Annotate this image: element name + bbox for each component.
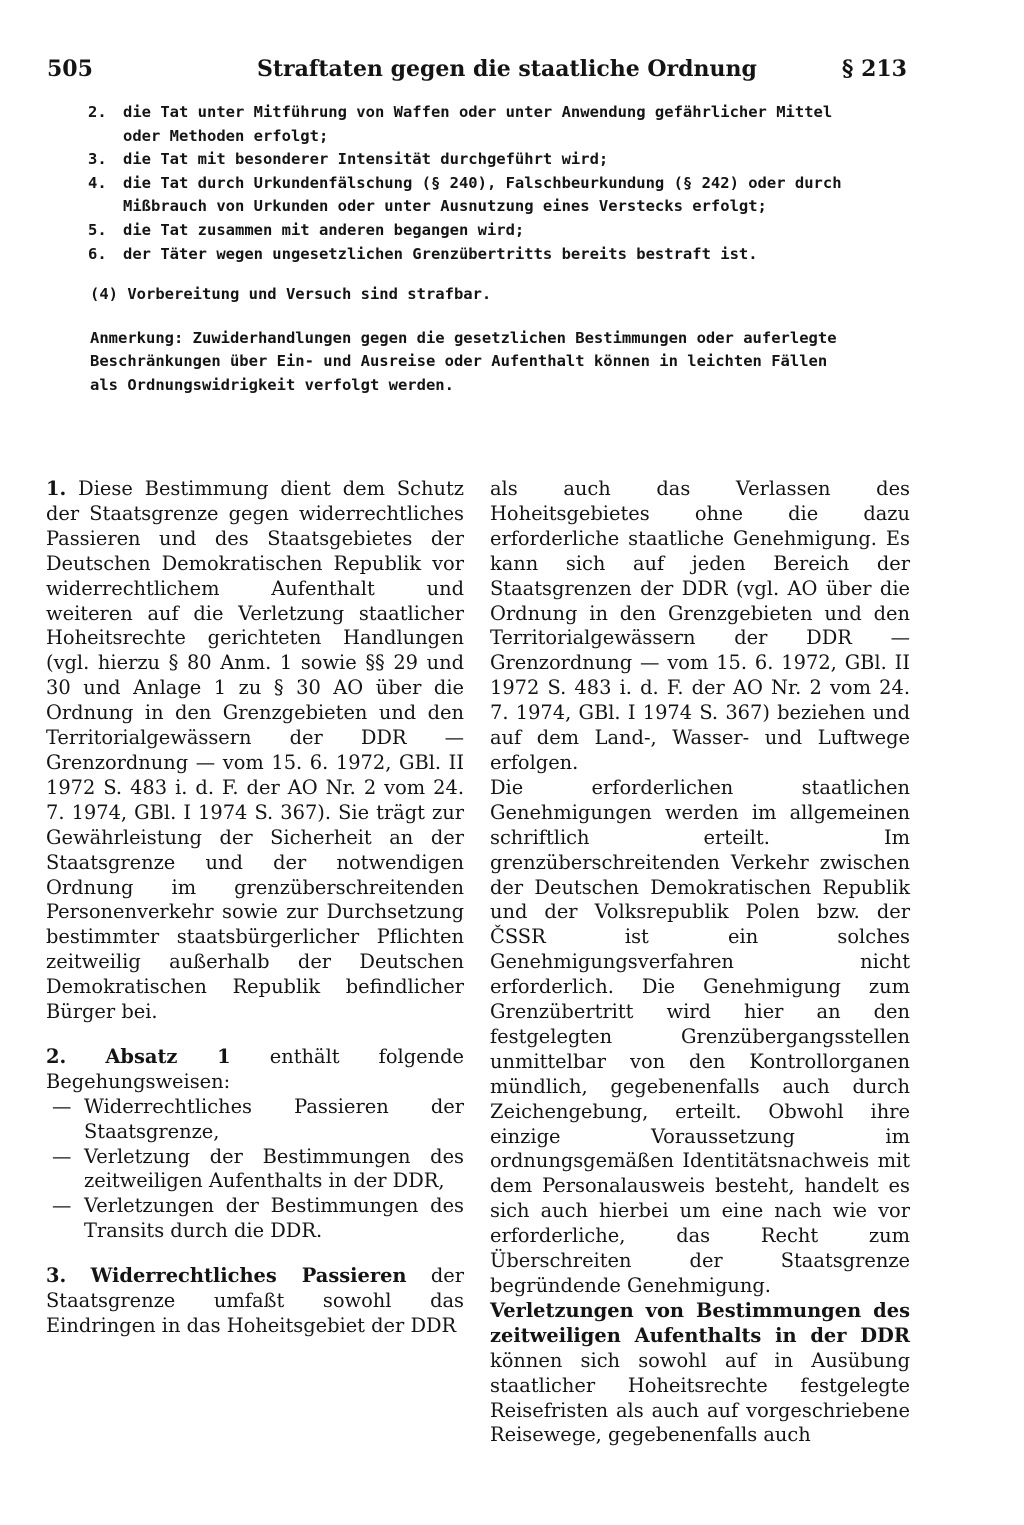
list-item-text: Verletzung der Bestimmungen des zeitweiligen Aufenthalts in der DDR, [84,1144,464,1193]
law-item-number: 5. [88,220,107,239]
page-number: 505 [47,56,93,82]
law-item-text: die Tat zusammen mit anderen begangen wird; [123,220,525,239]
law-item-text: der Täter wegen ungesetzlichen Grenzübertritts bereits bestraft ist. [123,244,758,263]
law-item-number: 6. [88,244,107,263]
law-item-number: 3. [88,150,107,169]
list-item-text: Verletzungen der Bestimmungen des Transits durch die DDR. [84,1194,464,1243]
commentary-paragraph-2 [46,1045,464,1095]
commentary-paragraph-residence [490,1299,910,1448]
paragraph-text: der Staatsgrenze umfaßt sowohl das Eindringen in das Hoheitsgebiet der DDR [46,1264,465,1337]
law-item-text: die Tat durch Urkundenfälschung (§ 240), Falschbeurkundung (§ 242) oder durch Mißbrauch von Urkunden oder unter Ausnutzung eines Verstecks erfolgt; [123,173,842,216]
paragraph-keyword: Verletzungen von Bestimmungen des zeitweiligen Aufenthalts in der DDR [490,1298,910,1347]
law-item-number: 4. [88,173,107,192]
law-paragraph-4: (4) Vorbereitung und Versuch sind strafbar. [90,285,492,304]
law-item [88,101,863,148]
law-item-text: die Tat unter Mitführung von Waffen oder unter Anwendung gefährlicher Mittel oder Methoden erfolgt; [123,103,833,145]
law-item [88,219,863,243]
paragraph-text: enthält folgende Begehungsweisen: [46,1044,465,1093]
dash-marker: — [52,1144,72,1168]
law-item [88,172,863,219]
law-item [88,243,863,267]
commentary-paragraph-1 [46,477,464,1025]
law-item-text: die Tat mit besonderer Intensität durchgeführt wird; [123,150,609,169]
law-item-number: 2. [88,103,107,121]
commentary-continuation: als auch das Verlassen des Hoheitsgebietes ohne die dazu erforderliche staatliche Genehmigung. Es kann sich auf jeden Bereich der Staatsgrenzen der DDR (vgl. AO über die Ordnung in den Grenzgebieten und den Territorialgewässern der DDR — Grenzordnung — vom 15. 6. 1972, GBl. II 1972 S. 483 i. d. F. der AO Nr. 2 vom 24. 7. 1974, GBl. I 1974 S. 367) beziehen und auf dem Land-, Wasser- und Luftwege erfolgen. [490,477,910,774]
paragraph-number: 3. [46,1264,67,1288]
section-marker: § 213 [841,56,907,82]
paragraph-text: können sich sowohl auf in Ausübung staatlicher Hoheitsrechte festgelegte Reisefristen als auch auf vorgeschriebene Reisewege, gegebenenfalls auch [490,1348,910,1447]
law-item [88,148,863,172]
list-item [46,1194,464,1244]
page-header [47,50,907,90]
running-title: Straftaten gegen die staatliche Ordnung [257,56,757,82]
paragraph-keyword: Widerrechtliches Passieren [90,1264,407,1288]
paragraph-number: 2. [46,1044,67,1068]
commentary-right-column [490,477,910,1448]
paragraph-text: Diese Bestimmung dient dem Schutz der Staatsgrenze gegen widerrechtliches Passieren und des Staatsgebietes der Deutschen Demokratischen Republik vor widerrechtlichem Aufenthalt und weiteren auf die Verletzung staatlicher Hoheitsrechte gerichteten Handlungen (vgl. hierzu § 80 Anm. 1 sowie §§ 29 und 30 und Anlage 1 zu § 30 AO über die Ordnung in den Grenzgebieten und den Territorialgewässern der DDR — Grenzordnung — vom 15. 6. 1972, GBl. II 1972 S. 483 i. d. F. der AO Nr. 2 vom 24. 7. 1974, GBl. I 1974 S. 367). Sie trägt zur Gewährleistung der Sicherheit an der Staatsgrenze und der notwendigen Ordnung im grenzüberschreitenden Personenverkehr sowie zur Durchsetzung bestimmter staatsbürgerlicher Pflichten zeitweilig außerhalb der Deutschen Demokratischen Republik befindlicher Bürger bei. [46,477,464,1024]
commentary-left-column [46,477,464,1339]
list-item-text: Widerrechtliches Passieren der Staatsgrenze, [84,1094,464,1143]
list-item [46,1095,464,1145]
list-item [46,1145,464,1195]
paragraph-number: 1. [46,477,67,500]
dash-marker: — [52,1094,72,1118]
dash-marker: — [52,1194,72,1218]
commentary-paragraph-3 [46,1264,464,1339]
paragraph-keyword: Absatz 1 [105,1044,231,1068]
law-text [88,101,863,398]
law-note: Anmerkung: Zuwiderhandlungen gegen die gesetzlichen Bestimmungen oder auferlegte Beschränkungen über Ein- und Ausreise oder Aufenthalt können in leichten Fällen als Ordnungswidrigkeit verfolgt werden. [90,328,837,394]
commentary-paragraph-permits: Die erforderlichen staatlichen Genehmigungen werden im allgemeinen schriftlich erteilt. Im grenzüberschreitenden Verkehr zwischen der Deutschen Demokratischen Republik und der Volksrepublik Polen bzw. der ČSSR ist ein solches Genehmigungsverfahren nicht erforderlich. Die Genehmigung zum Grenzübertritt wird hier an den festgelegten Grenzübergangsstellen unmittelbar von den Kontrollorganen mündlich, gegebenenfalls auch durch Zeichengebung, erteilt. Obwohl ihre einzige Voraussetzung im ordnungsgemäßen Identitätsnachweis mit dem Personalausweis besteht, handelt es sich auch hierbei um eine nach wie vor erforderliche, das Recht zum Überschreiten der Staatsgrenze begründende Genehmigung. [490,775,910,1297]
